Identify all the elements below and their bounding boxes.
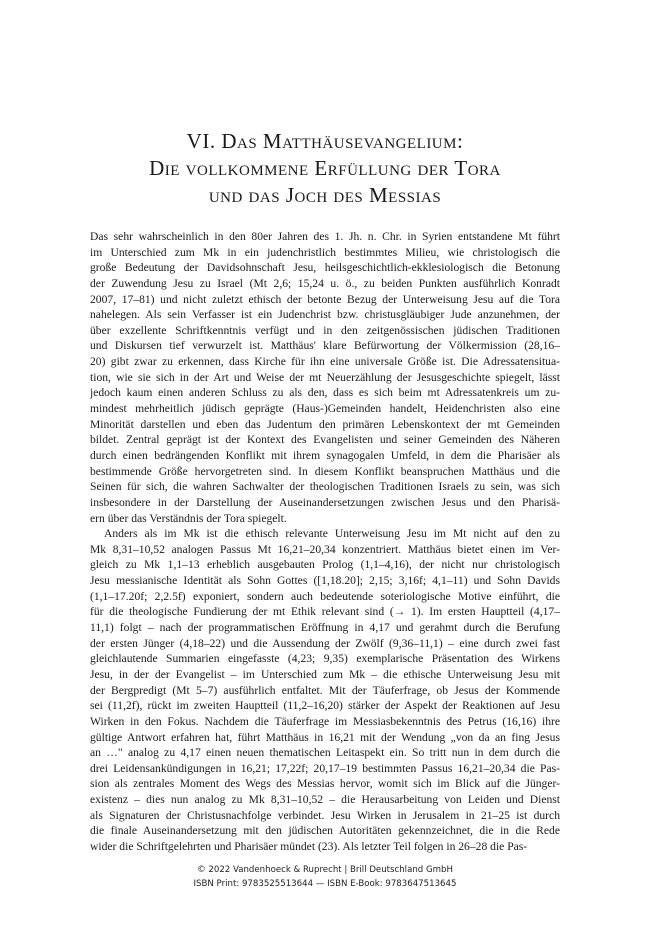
text-line: insbesondere in der Darstellung der Auseinandersetzungen zwischen Jesus und den Pharisä- [90, 495, 560, 509]
copyright-notice: © 2022 Vandenhoeck & Ruprecht | Brill Deutschland GmbH [197, 865, 453, 875]
isbn-notice: ISBN Print: 9783525513644 — ISBN E-Book: 9783647513645 [193, 879, 457, 889]
text-line: Jesu messianische Identität als Sohn Gottes ([1,18.20]; 2,15; 3,16f; 4,1–11) und Sohn Davids [90, 574, 560, 588]
text-line: Mk 8,31–10,52 analogen Passus Mt 16,21–20,34 konzentriert. Matthäus bietet einen im Ver- [90, 542, 560, 556]
text-line: Seinen für sich, die wahren Sachwalter der theologischen Traditionen Israels zu sein, was sich [90, 480, 560, 494]
text-line: der Zuwendung Jesu zu Israel (Mt 2,6; 15,24 u. ö., zu beiden Punkten ausführlich Konradt [90, 276, 560, 290]
text-line: bestimmende Größe hervorgetreten sind. In diesem Konflikt beanspruchen Matthäus und die [90, 464, 560, 478]
text-line: 20) gibt zwar zu erkennen, dass Kirche für ihn eine universale Größe ist. Die Adressatensitua- [90, 355, 560, 369]
text-line: mindest mehrheitlich jüdisch geprägte (Haus-)Gemeinden handelt, Heidenchristen also eine [90, 402, 560, 416]
text-line: gleichlautende Summarien eingefasste (4,23; 9,35) exemplarische Präsentation des Wirkens [90, 652, 560, 666]
chapter-subtitle-line: Die vollkommene Erfüllung der Tora [149, 156, 501, 180]
body-text [90, 229, 560, 855]
chapter-title-line: VI. Das Matthäusevangelium: [186, 129, 464, 153]
paragraph [90, 526, 560, 854]
text-line: Anders als im Mk ist die ethisch relevante Unterweisung Jesu im Mt nicht auf den zu [104, 527, 560, 541]
text-line: als Signaturen der Christusnachfolge verbindet. Jesu Wirken in Jerusalem in 21–25 ist durch [90, 808, 560, 822]
text-line: gleich zu Mk 1,1–13 erheblich ausgebauten Prolog (1,1–4,16), der nicht nur christologisch [90, 558, 560, 572]
paragraph [90, 229, 560, 526]
text-line: jedoch kaum einen anderen Schluss zu als den, dass es sich beim mt Adressatenkreis um zu- [90, 386, 560, 400]
text-line: für die theologische Fundierung der mt Ethik relevant sind (→ 1). Im ersten Hauptteil (4,17– [90, 605, 560, 619]
text-line: der Bergpredigt (Mt 5–7) ausführlich entfaltet. Mit der Täuferfrage, ob Jesus der Kommende [90, 683, 560, 697]
text-line: ern über das Verständnis der Tora spiegelt. [90, 511, 287, 525]
chapter-subtitle-line: und das Joch des Messias [208, 183, 442, 207]
text-line: große Bedeutung der Davidsohnschaft Jesu, heilsgeschichtlich-ekklesiologisch die Betonung [90, 261, 560, 275]
text-line: sei (11,2f), rückt im zweiten Hauptteil (11,2–16,20) stärker der Aspekt der Reaktionen auf Jesu [90, 699, 560, 713]
text-line: über exzellente Schriftkenntnis verfügt und in den zeitgenössischen jüdischen Traditionen [90, 323, 560, 337]
text-line: tion, wie sie sich in der Art und Weise der mt Neuerzählung der Jesusgeschichte spiegelt, lässt [90, 370, 560, 384]
text-line: durch einen bedrängenden Konflikt mit ihrem synagogalen Umfeld, in dem die Pharisäer als [90, 448, 560, 462]
text-line: existenz – dies nun analog zu Mk 8,31–10,52 – die Herausarbeitung von Leiden und Dienst [90, 793, 560, 807]
text-line: drei Leidensankündigungen in 16,21; 17,22f; 20,17–19 bestimmten Passus 16,21–20,34 die Pas- [90, 761, 560, 775]
text-line: Wirken in den Fokus. Nachdem die Täuferfrage im Messiasbekenntnis des Petrus (16,16) ihre [90, 714, 560, 728]
text-line: im Unterschied zum Mk in ein judenchristlich bestimmtes Milieu, wie christologisch die [90, 245, 560, 259]
text-line: der ersten Jünger (4,18–22) und die Aussendung der Zwölf (9,36–11,1) – eine durch zwei fast [90, 636, 560, 650]
text-line: nahelegen. Als sein Verfasser ist ein Judenchrist bzw. christusgläubiger Jude anzunehmen, der [90, 308, 560, 322]
text-line: wider die Schriftgelehrten und Pharisäer mündet (23). Als letzter Teil folgen in 26–28 die Pas- [90, 839, 528, 853]
text-line: gültige Antwort erfahren hat, führt Matthäus in 16,21 mit der Wendung „von da an fing Jesus [90, 730, 560, 744]
chapter-heading [0, 128, 650, 209]
text-line: (1,1–17.20f; 2,2.5f) exponiert, sondern auch bedeutende soteriologische Motive einführt, die [90, 589, 560, 603]
text-line: Minorität darstellen und eben das Judentum den primären Lebenskontext der mt Gemeinden [90, 417, 560, 431]
text-line: 11,1) folgt – nach der programmatischen Eröffnung in 4,17 und gerahmt durch die Berufung [90, 621, 560, 635]
text-line: an …" analog zu 4,17 einen neuen thematischen Leitaspekt ein. So tritt nun in dem durch die [90, 746, 560, 760]
text-line: bildet. Zentral geprägt ist der Kontext des Evangelisten und seiner Gemeinden des Näheren [90, 433, 560, 447]
text-line: und Diskursen tief verwurzelt ist. Matthäus' klare Befürwortung der Völkermission (28,16– [90, 339, 560, 353]
text-line: Jesu, in der der Evangelist – im Unterschied zum Mk – die ethische Unterweisung Jesu mit [90, 667, 560, 681]
text-line: Das sehr wahrscheinlich in den 80er Jahren des 1. Jh. n. Chr. in Syrien entstandene Mt führt [90, 230, 560, 243]
text-line: sion als zentrales Moment des Wegs des Messias hervor, womit sich im Blick auf die Jünger- [90, 777, 560, 791]
text-line: die finale Auseinandersetzung mit den jüdischen Autoritäten gekennzeichnet, die in die Rede [90, 824, 560, 838]
text-line: 2007, 17–81) und nicht zuletzt ethisch der betonte Bezug der Unterweisung Jesu auf die Tora [90, 292, 560, 306]
page-footer [0, 863, 650, 891]
